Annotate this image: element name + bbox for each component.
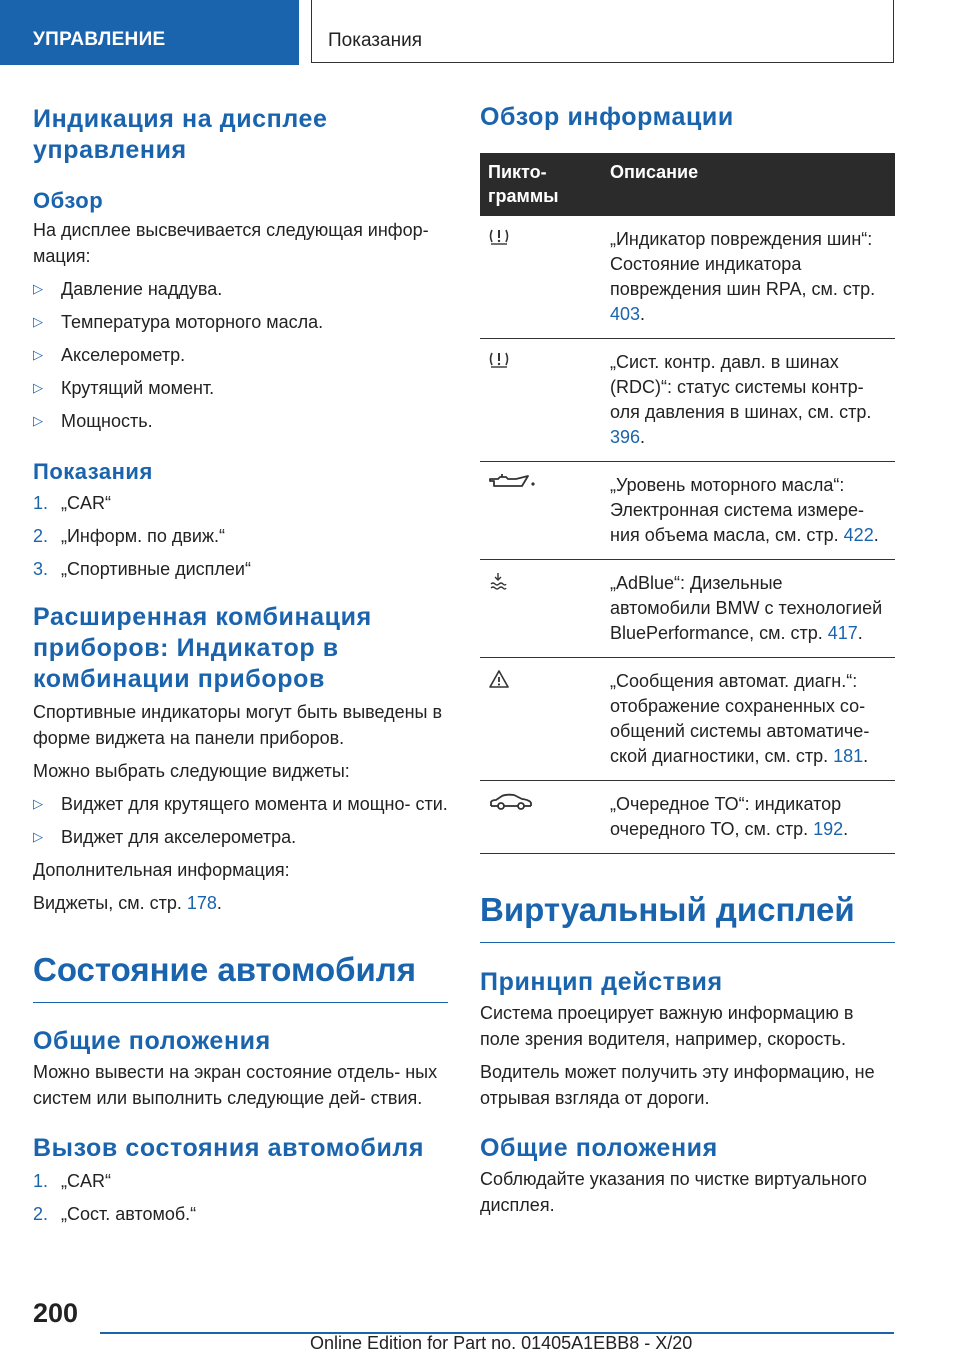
table-row xyxy=(480,781,895,854)
more-info-text: Дополнительная информация: xyxy=(33,860,290,880)
pictogram-table xyxy=(480,153,895,854)
triangle-bullet-icon: ▷ xyxy=(33,413,43,428)
general-heading-right: Общие положения xyxy=(480,1134,718,1162)
table-row xyxy=(480,560,895,658)
readings-heading: Показания xyxy=(33,459,153,484)
triangle-bullet-icon: ▷ xyxy=(33,314,43,329)
column-header-pictograms: Пикто- граммы xyxy=(480,153,602,216)
oil-can-icon xyxy=(480,462,602,560)
list-item: ▷ Крутящий момент. xyxy=(33,375,448,401)
table-cell-description: „Сист. контр. давл. в шинах (RDC)“: статус системы контр- оля давления в шинах, см. стр. 396. xyxy=(602,339,895,462)
call-status-heading: Вызов состояния автомобиля xyxy=(33,1134,425,1162)
heading-line: Индикация на дисплее xyxy=(33,105,328,133)
list-item: 1. „CAR“ xyxy=(33,1171,111,1191)
triangle-bullet-icon: ▷ xyxy=(33,796,43,811)
tire-pressure-warning-icon xyxy=(480,339,602,462)
page-link[interactable]: 396 xyxy=(610,427,641,447)
triangle-bullet-icon: ▷ xyxy=(33,281,43,296)
list-item: ▷ Виджет для крутящего момента и мощно- сти. xyxy=(33,791,448,817)
vehicle-status-heading: Состояние автомобиля xyxy=(33,950,448,1003)
adblue-icon xyxy=(480,560,602,658)
table-cell-description: „AdBlue“: Дизельные автомобили BMW с технологией BluePerformance, см. стр. 417. xyxy=(602,560,895,658)
table-cell-description: „Индикатор повреждения шин“: Состояние индикатора повреждения шин RPA, см. стр. 403. xyxy=(602,216,895,339)
widgets-select-text: Можно выбрать следующие виджеты: xyxy=(33,761,350,781)
principle-heading: Принцип действия xyxy=(480,968,723,996)
list-item: 2. „Сост. автомоб.“ xyxy=(33,1204,197,1224)
page-link[interactable]: 192 xyxy=(813,819,844,839)
list-item: 3. „Спортивные дисплеи“ xyxy=(33,559,251,579)
page-link[interactable]: 181 xyxy=(833,746,864,766)
table-cell-description: „Сообщения автомат. диагн.“: отображение сохраненных со- общений системы автоматиче- ской диагностики, см. стр. 181. xyxy=(602,658,895,781)
table-row xyxy=(480,658,895,781)
page-number: 200 xyxy=(33,1298,79,1328)
table-row xyxy=(480,216,895,339)
list-item: 1. „CAR“ xyxy=(33,493,111,513)
heading-line: приборов: Индикатор в xyxy=(33,634,339,662)
left-column xyxy=(33,104,448,1227)
table-cell-description: „Уровень моторного масла“: Электронная система измере- ния объема масла, см. стр. 422. xyxy=(602,462,895,560)
page-link[interactable]: 403 xyxy=(610,304,641,324)
overview-heading: Обзор xyxy=(33,188,104,213)
header-section-label: УПРАВЛЕНИЕ xyxy=(33,29,166,50)
widget-list xyxy=(33,791,448,850)
extended-cluster-text: Спортивные индикаторы могут быть выведены в форме виджета на панели приборов. xyxy=(33,702,443,748)
header-chapter-tab xyxy=(311,0,894,63)
list-item: ▷ Виджет для акселерометра. xyxy=(33,824,448,850)
list-item: 2. „Информ. по движ.“ xyxy=(33,526,225,546)
car-service-icon xyxy=(480,781,602,854)
extended-cluster-heading xyxy=(33,602,448,695)
heading-line: управления xyxy=(33,136,187,164)
header-chapter-label: Показания xyxy=(328,30,422,51)
page-link[interactable]: 178 xyxy=(186,893,217,913)
table-cell-description: „Очередное ТО“: индикатор очередного ТО, см. стр. 192. xyxy=(602,781,895,854)
general-text-left: Можно вывести на экран состояние отдель- ных систем или выполнить следующие дей- ствия. xyxy=(33,1062,438,1108)
info-overview-heading: Обзор информации xyxy=(480,103,734,131)
table-header-row xyxy=(480,153,895,216)
list-item: ▷ Давление наддува. xyxy=(33,276,448,302)
right-column xyxy=(480,102,895,1218)
header-section-tab xyxy=(0,0,299,65)
table-row xyxy=(480,339,895,462)
list-item: ▷ Акселерометр. xyxy=(33,342,448,368)
tire-damage-warning-icon xyxy=(480,216,602,339)
list-item: ▷ Температура моторного масла. xyxy=(33,309,448,335)
widgets-reference: Виджеты, см. стр. 178. xyxy=(33,893,222,913)
column-header-description: Описание xyxy=(602,153,895,216)
overview-list xyxy=(33,276,448,434)
overview-text: На дисплее высвечивается следующая инфор- мация: xyxy=(33,220,429,266)
principle-text-1: Система проецирует важную информацию в поле зрения водителя, например, скорость. xyxy=(480,1003,854,1049)
warning-triangle-icon xyxy=(480,658,602,781)
heading-line: комбинации приборов xyxy=(33,665,325,693)
edition-text: Online Edition for Part no. 01405A1EBB8 - X/20 xyxy=(310,1333,693,1353)
page-link[interactable]: 422 xyxy=(843,525,874,545)
page-link[interactable]: 417 xyxy=(827,623,858,643)
general-text-right: Соблюдайте указания по чистке виртуального дисплея. xyxy=(480,1169,867,1215)
virtual-display-heading: Виртуальный дисплей xyxy=(480,890,895,943)
triangle-bullet-icon: ▷ xyxy=(33,829,43,844)
principle-text-2: Водитель может получить эту информацию, не отрывая взгляда от дороги. xyxy=(480,1062,875,1108)
table-row xyxy=(480,462,895,560)
call-status-steps xyxy=(33,1168,448,1227)
triangle-bullet-icon: ▷ xyxy=(33,347,43,362)
list-item: ▷ Мощность. xyxy=(33,408,448,434)
heading-line: Расширенная комбинация xyxy=(33,603,372,631)
display-indication-heading xyxy=(33,104,448,166)
general-heading-left: Общие положения xyxy=(33,1027,271,1055)
readings-steps xyxy=(33,490,448,582)
triangle-bullet-icon: ▷ xyxy=(33,380,43,395)
